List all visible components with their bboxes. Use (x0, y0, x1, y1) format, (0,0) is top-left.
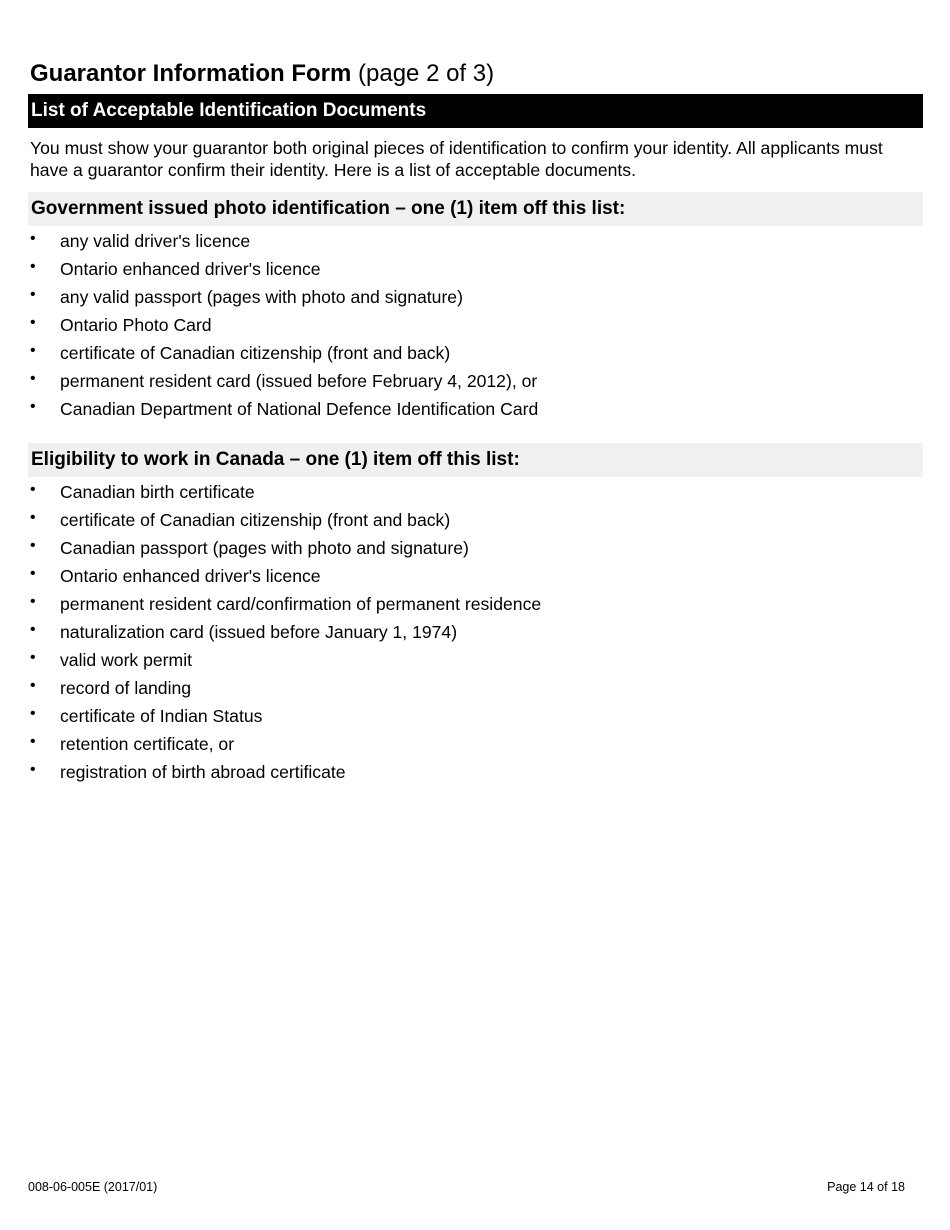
section-banner: List of Acceptable Identification Documents (28, 94, 923, 128)
bullet-icon: • (30, 705, 36, 722)
list-item-text: any valid passport (pages with photo and signature) (60, 287, 463, 307)
page-number: Page 14 of 18 (827, 1180, 905, 1194)
work-eligibility-list (30, 478, 910, 786)
bullet-icon: • (30, 733, 36, 750)
work-eligibility-heading: Eligibility to work in Canada – one (1) item off this list: (28, 443, 923, 477)
bullet-icon: • (30, 481, 36, 498)
list-item-text: valid work permit (60, 650, 192, 670)
list-item (30, 702, 910, 730)
bullet-icon: • (30, 761, 36, 778)
list-item (30, 367, 910, 395)
bullet-icon: • (30, 230, 36, 247)
page-title-suffix: (page 2 of 3) (358, 60, 495, 87)
list-item-text: any valid driver's licence (60, 231, 251, 251)
bullet-icon: • (30, 621, 36, 638)
bullet-icon: • (30, 565, 36, 582)
list-item (30, 255, 910, 283)
list-item (30, 534, 910, 562)
list-item-text: Canadian passport (pages with photo and signature) (60, 538, 469, 558)
government-id-heading: Government issued photo identification – one (1) item off this list: (28, 192, 923, 226)
list-item-text: certificate of Indian Status (60, 706, 263, 726)
list-item-text: certificate of Canadian citizenship (front and back) (60, 343, 451, 363)
bullet-icon: • (30, 398, 36, 415)
list-item-text: permanent resident card (issued before February 4, 2012), or (60, 371, 538, 391)
bullet-icon: • (30, 314, 36, 331)
list-item (30, 339, 910, 367)
list-item-text: naturalization card (issued before January 1, 1974) (60, 622, 458, 642)
list-item-text: retention certificate, or (60, 734, 235, 754)
list-item (30, 618, 910, 646)
list-item (30, 478, 910, 506)
bullet-icon: • (30, 370, 36, 387)
list-item (30, 730, 910, 758)
bullet-icon: • (30, 677, 36, 694)
bullet-icon: • (30, 593, 36, 610)
bullet-icon: • (30, 286, 36, 303)
list-item (30, 311, 910, 339)
list-item-text: Canadian Department of National Defence Identification Card (60, 399, 539, 419)
list-item (30, 506, 910, 534)
list-item-text: Ontario Photo Card (60, 315, 212, 335)
page-title (30, 58, 494, 90)
list-item (30, 283, 910, 311)
list-item-text: permanent resident card/confirmation of permanent residence (60, 594, 542, 614)
list-item-text: Ontario enhanced driver's licence (60, 566, 321, 586)
page-title-main: Guarantor Information Form (30, 60, 352, 87)
list-item-text: certificate of Canadian citizenship (front and back) (60, 510, 451, 530)
list-item (30, 646, 910, 674)
government-id-list (30, 227, 910, 423)
list-item (30, 227, 910, 255)
list-item-text: registration of birth abroad certificate (60, 762, 346, 782)
intro-paragraph: You must show your guarantor both original pieces of identification to confirm your identity. All applicants must have a guarantor confirm their identity. Here is a list of acceptable documents. (30, 138, 883, 180)
form-number: 008-06-005E (2017/01) (28, 1180, 158, 1194)
list-item (30, 395, 910, 423)
bullet-icon: • (30, 342, 36, 359)
list-item (30, 562, 910, 590)
list-item (30, 758, 910, 786)
bullet-icon: • (30, 649, 36, 666)
bullet-icon: • (30, 537, 36, 554)
bullet-icon: • (30, 509, 36, 526)
list-item (30, 590, 910, 618)
bullet-icon: • (30, 258, 36, 275)
list-item (30, 674, 910, 702)
list-item-text: record of landing (60, 678, 192, 698)
list-item-text: Canadian birth certificate (60, 482, 255, 502)
list-item-text: Ontario enhanced driver's licence (60, 259, 321, 279)
